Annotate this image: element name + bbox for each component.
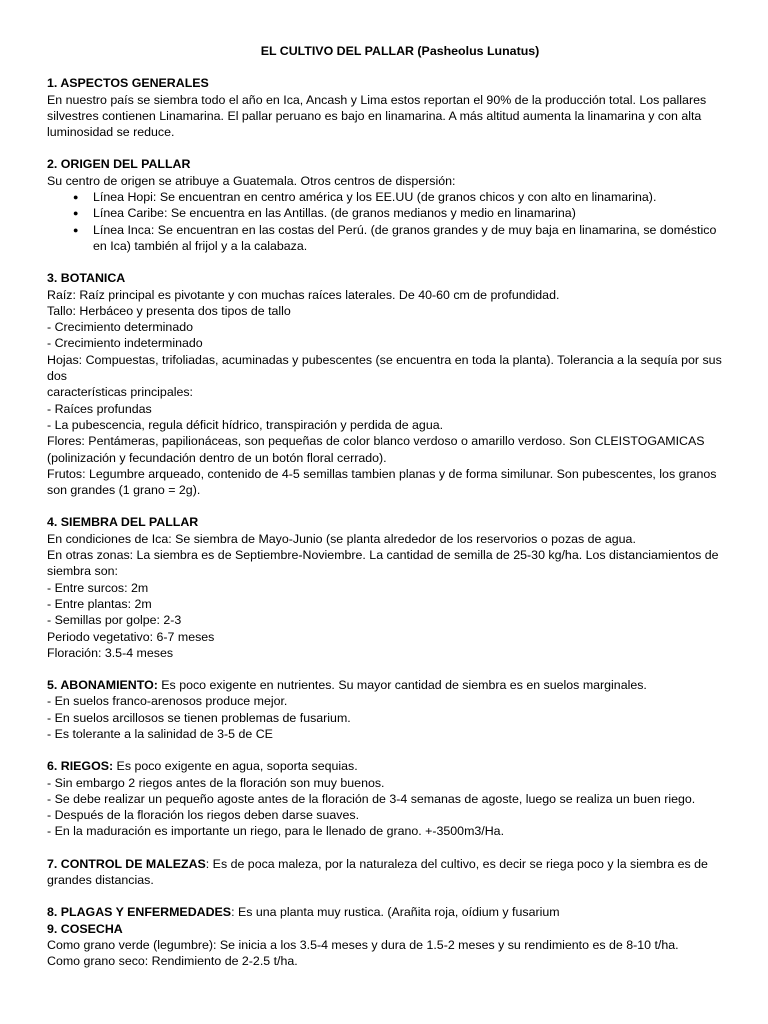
document-title: EL CULTIVO DEL PALLAR (Pasheolus Lunatus)	[260, 44, 540, 58]
section-abonamiento	[47, 677, 725, 742]
text-line: Frutos: Legumbre arqueado, contenido de 4-5 semillas tambien planas y de forma similunar. Son pubescentes, los granos son grandes (1 grano = 2g).	[47, 466, 717, 498]
text-line: - Crecimiento indeterminado	[47, 336, 203, 351]
text-line	[47, 677, 725, 693]
text-line: Raíz: Raíz principal es pivotante y con muchas raíces laterales. De 40-60 cm de profundidad.	[47, 287, 560, 302]
text-line: Floración: 3.5-4 meses	[47, 645, 174, 660]
bullet-list	[47, 189, 725, 254]
text-line	[47, 856, 725, 889]
text-line: - Crecimiento determinado	[47, 320, 193, 335]
paragraph: En nuestro país se siembra todo el año en Ica, Ancash y Lima estos reportan el 90% de la producción total. Los pallares silvestres contienen Linamarina. El pallar peruano es bajo en linamarina. A más altitud aumenta la linamarina y con alta luminosidad se reduce.	[47, 92, 707, 140]
text-line: - Entre surcos: 2m	[47, 580, 149, 595]
section-siembra	[47, 514, 725, 661]
text-line: - Sin embargo 2 riegos antes de la floración son muy buenos.	[47, 775, 385, 790]
paragraph: Su centro de origen se atribuye a Guatemala. Otros centros de dispersión:	[47, 173, 456, 188]
paragraph: Es poco exigente en agua, soporta sequias.	[113, 759, 358, 774]
text-line: - En suelos arcillosos se tienen problemas de fusarium.	[47, 710, 351, 725]
list-item: ● Línea Hopi: Se encuentran en centro américa y los EE.UU (de granos chicos y con alto en linamarina).	[93, 189, 725, 205]
text-line: - Es tolerante a la salinidad de 3-5 de CE	[47, 726, 273, 741]
text-line: - Raíces profundas	[47, 401, 152, 416]
section-aspectos-generales	[47, 75, 725, 140]
document-page	[47, 43, 725, 970]
text-line: Hojas: Compuestas, trifoliadas, acuminadas y pubescentes (se encuentra en toda la planta). Tolerancia a la sequía por sus dos	[47, 352, 722, 384]
section-heading: 7. CONTROL DE MALEZAS	[47, 856, 206, 871]
text-line: - En suelos franco-arenosos produce mejor.	[47, 694, 288, 709]
section-heading: 9. COSECHA	[47, 921, 123, 936]
section-heading: 4. SIEMBRA DEL PALLAR	[47, 515, 199, 530]
text-line	[47, 904, 725, 920]
paragraph: : Es de poca maleza, por la naturaleza del cultivo, es decir se riega poco y la siembra es de grandes distancias.	[47, 856, 708, 888]
section-origen	[47, 156, 725, 254]
section-plagas	[47, 904, 725, 920]
text-line: En otras zonas: La siembra es de Septiembre-Noviembre. La cantidad de semilla de 25-30 kg/ha. Los distanciamientos de siembra son:	[47, 548, 719, 579]
section-heading: 8. PLAGAS Y ENFERMEDADES	[47, 905, 232, 920]
section-heading: 3. BOTANICA	[47, 271, 126, 286]
section-botanica	[47, 270, 725, 498]
section-cosecha	[47, 921, 725, 970]
section-heading: 6. RIEGOS:	[47, 759, 114, 774]
text-line: - Después de la floración los riegos deben darse suaves.	[47, 808, 360, 823]
text-line: Periodo vegetativo: 6-7 meses	[47, 629, 215, 644]
section-heading: 2. ORIGEN DEL PALLAR	[47, 157, 191, 172]
text-line: - En la maduración es importante un riego, para le llenado de grano. +-3500m3/Ha.	[47, 824, 505, 839]
text-line: Flores: Pentámeras, papilionáceas, son pequeñas de color blanco verdoso o amarillo verdoso. Son CLEISTOGAMICAS (polinización y fecundación dentro de un botón floral cerrado).	[47, 434, 705, 465]
section-control-malezas	[47, 856, 725, 889]
text-line	[47, 758, 725, 774]
list-item: ● Línea Caribe: Se encuentra en las Antillas. (de granos medianos y medio en linamarina)	[93, 205, 725, 221]
text-line: Tallo: Herbáceo y presenta dos tipos de tallo	[47, 303, 291, 318]
paragraph: Es poco exigente en nutrientes. Su mayor cantidad de siembra es en suelos marginales.	[157, 678, 647, 693]
text-line: Como grano verde (legumbre): Se inicia a los 3.5-4 meses y dura de 1.5-2 meses y su rendimiento es de 8-10 t/ha.	[47, 937, 679, 952]
section-heading: 1. ASPECTOS GENERALES	[47, 76, 209, 91]
text-line: - Se debe realizar un pequeño agoste antes de la floración de 3-4 semanas de agoste, luego se realiza un buen riego.	[47, 791, 696, 806]
text-line: Como grano seco: Rendimiento de 2-2.5 t/ha.	[47, 954, 298, 969]
paragraph: : Es una planta muy rustica. (Arañita roja, oídium y fusarium	[231, 905, 560, 920]
section-riegos	[47, 758, 725, 839]
text-line: - La pubescencia, regula déficit hídrico, transpiración y perdida de agua.	[47, 417, 444, 432]
text-line: características principales:	[47, 385, 193, 400]
text-line: - Semillas por golpe: 2-3	[47, 613, 182, 628]
section-heading: 5. ABONAMIENTO:	[47, 678, 158, 693]
list-item: ● Línea Inca: Se encuentran en las costas del Perú. (de granos grandes y de muy baja en linamarina, se doméstico en Ica) también al frijol y a la calabaza.	[93, 222, 725, 255]
text-line: - Entre plantas: 2m	[47, 596, 152, 611]
text-line: En condiciones de Ica: Se siembra de Mayo-Junio (se planta alrededor de los reservorios o pozas de agua.	[47, 531, 636, 546]
